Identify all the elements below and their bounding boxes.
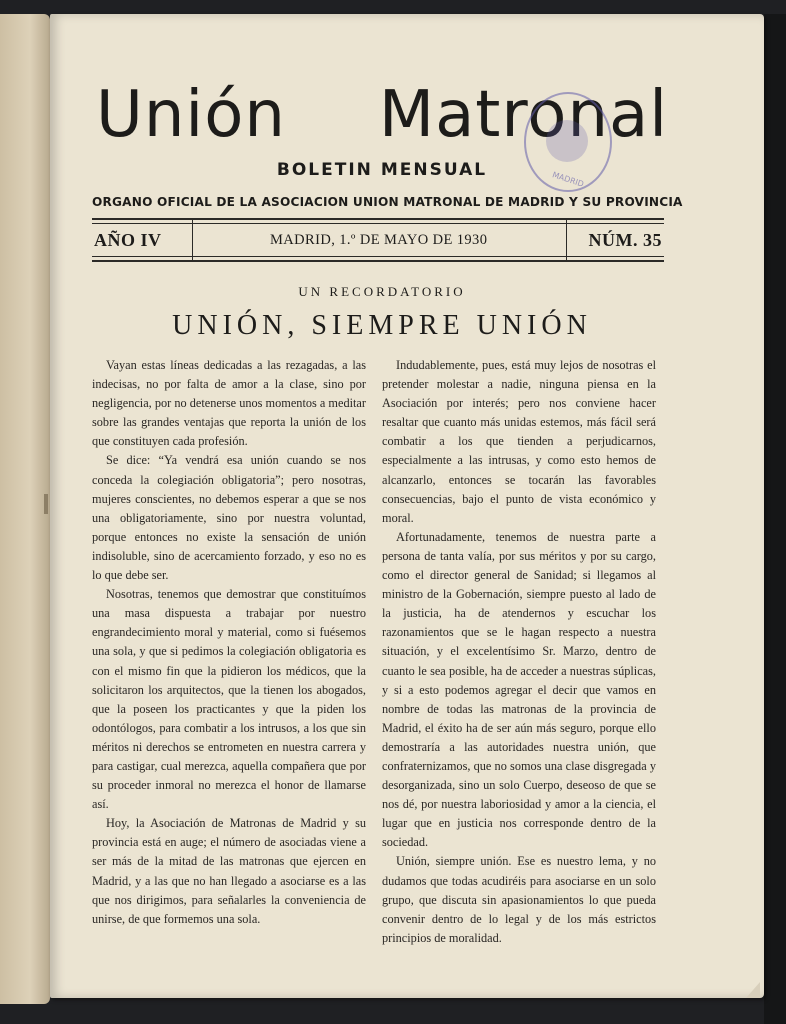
paragraph: Indudablemente, pues, está muy lejos de nosotras el pretender molestar a nadie, ninguna piensa en la Asociación por interés; pero nos conviene hacer resaltar que cuanto más unidas estemos, más fácil será combatir a los que tienden a perjudicarnos, especialmente a las intrusas, y como esto hemos de alcanzarlo, entonces se tocarán las favorables consecuencias, bajo el punto de vista económico y moral.: [382, 358, 656, 525]
paragraph: Afortunadamente, tenemos de nuestra parte a persona de tanta valía, por sus méritos y por su cargo, como el director general de Sanidad; si llegamos al ministro de la Gobernación, siempre puesto al lado de la justicia, ha de atendernos y escuchar los razonamientos que se le hagan respecto a nuestra situación, y el excelentísimo Sr. Marzo, dentro de cuanto le sea posible, ha de acceder a nuestras súplicas, y si a esto podemos agregar el decir que vamos en nombre de todas las matronas de la provincia de Madrid, el éxito ha de ser aún más seguro, porque ello demostraría a las autoridades nuestra unión, que confraternizamos, que no somos una clase disgregada y desorganizada, sino un solo Cuerpo, deseoso de que se nos dé, por nuestra laboriosidad y amor a la ciencia, el lugar que en justicia nos corresponde dentro de la sociedad.: [382, 529, 656, 850]
paragraph: Hoy, la Asociación de Matronas de Madrid y su provincia está en auge; el número de asociadas viene a ser más de la mitad de las matronas que ejercen en Madrid, y a las que no han llegado a asociarse es a las que nos dirigimos, para señalarles la conveniencia de unirse, de que formemos una sola.: [92, 816, 366, 926]
page-corner: [746, 982, 760, 998]
issue-number: NÚM. 35: [588, 230, 662, 250]
masthead-title-word-1: Unión: [96, 78, 286, 152]
divider: [192, 220, 193, 260]
paragraph: Unión, siempre unión. Ese es nuestro lema, y no dudamos que todas acudiréis para asociarse en un solo grupo, que discuta sin apasionamientos lo que pueda convenir dentro de lo legal y de los más estrictos principios de moralidad.: [382, 854, 656, 945]
paragraph: Vayan estas líneas dedicadas a las rezagadas, a las indecisas, no por falta de amor a la clase, sino por negligencia, por no detenerse unos momentos a meditar sobre las grandes ventajas que reporta la unión de los que constituyen cada profesión.: [92, 358, 366, 449]
article-column-right: [382, 356, 656, 948]
masthead-title-word-2: Matronal: [378, 78, 668, 152]
article-column-left: [92, 356, 366, 929]
masthead-subtitle: BOLETIN MENSUAL: [276, 160, 488, 180]
issue-date: MADRID, 1.º DE MAYO DE 1930: [270, 232, 488, 248]
issue-info-bar: [92, 218, 664, 262]
scan-border: [764, 14, 786, 1024]
masthead-organ-line: ORGANO OFICIAL DE LA ASOCIACION UNION MATRONAL DE MADRID Y SU PROVINCIA: [92, 194, 683, 209]
article-kicker: UN RECORDATORIO: [298, 284, 466, 299]
library-stamp-icon: MADRID: [524, 92, 612, 192]
article-headline: UNIÓN, SIEMPRE UNIÓN: [172, 310, 592, 341]
paragraph: Nosotras, tenemos que demostrar que constituímos una masa dispuesta a trabajar por nuestro engrandecimiento moral y material, como si fuésemos una sola, y que si pedimos la colegiación obligatoria es con el mismo fin que la pidieron los médicos, que la solicitaron los arquitectos, que la tienen los abogados, que la poseen los practicantes y que la piden los odontólogos, para combatir a los intrusos, a los que sin méritos ni derechos se entrometen en nuestra carrera y para castigar, cual merezca, aquella compañera que por su proceder inmoral no merezca el honor de llamarse así.: [92, 587, 366, 812]
issue-year: AÑO IV: [94, 230, 162, 250]
facing-page-edge: [0, 14, 50, 1004]
paragraph: Se dice: “Ya vendrá esa unión cuando se nos conceda la colegiación obligatoria”; pero nosotras, mujeres conscientes, no debemos esperar a que se nos una obligatoriamente, sino por nuestra voluntad, porque entonces no existe la sensación de unión indisoluble, sino de acercamiento forzado, y eso no es lo que debe ser.: [92, 453, 366, 583]
divider: [566, 220, 567, 260]
